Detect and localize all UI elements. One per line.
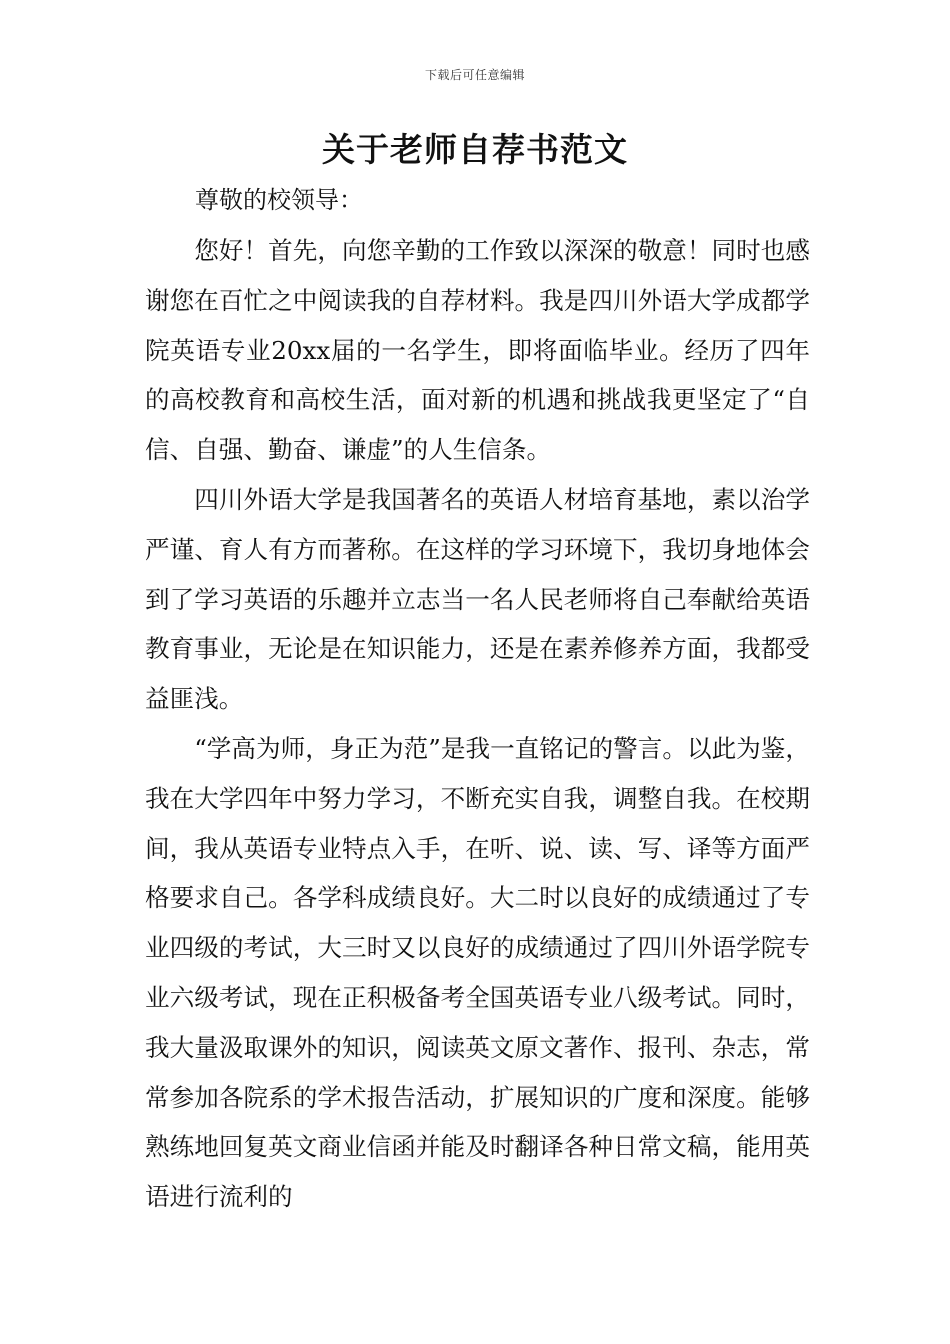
body-text <box>145 226 810 1222</box>
paragraph: 您好！首先，向您辛勤的工作致以深深的敬意！同时也感谢您在百忙之中阅读我的自荐材料。我是四川外语大学成都学院英语专业20xx届的一名学生，即将面临毕业。经历了四年的高校教育和高校生活，面对新的机遇和挑战我更坚定了“自信、自强、勤奋、谦虚”的人生信条。 <box>145 236 810 465</box>
paragraph: “学高为师，身正为范”是我一直铭记的警言。以此为鉴，我在大学四年中努力学习，不断充实自我，调整自我。在校期间，我从英语专业特点入手，在听、说、读、写、译等方面严格要求自己。各学科成绩良好。大二时以良好的成绩通过了专业四级的考试，大三时又以良好的成绩通过了四川外语学院专业六级考试，现在正积极备考全国英语专业八级考试。同时，我大量汲取课外的知识，阅读英文原文著作、报刊、杂志，常常参加各院系的学术报告活动，扩展知识的广度和深度。能够熟练地回复英文商业信函并能及时翻译各种日常文稿，能用英语进行流利的 <box>145 733 810 1212</box>
salutation: 尊敬的校领导： <box>195 186 363 214</box>
header-note: 下载后可任意编辑 <box>424 68 525 82</box>
document-title: 关于老师自荐书范文 <box>322 130 628 169</box>
paragraph: 四川外语大学是我国著名的英语人材培育基地，素以治学严谨、育人有方而著称。在这样的学习环境下，我切身地体会到了学习英语的乐趣并立志当一名人民老师将自己奉献给英语教育事业，无论是在知识能力，还是在素养修养方面，我都受益匪浅。 <box>145 484 810 714</box>
